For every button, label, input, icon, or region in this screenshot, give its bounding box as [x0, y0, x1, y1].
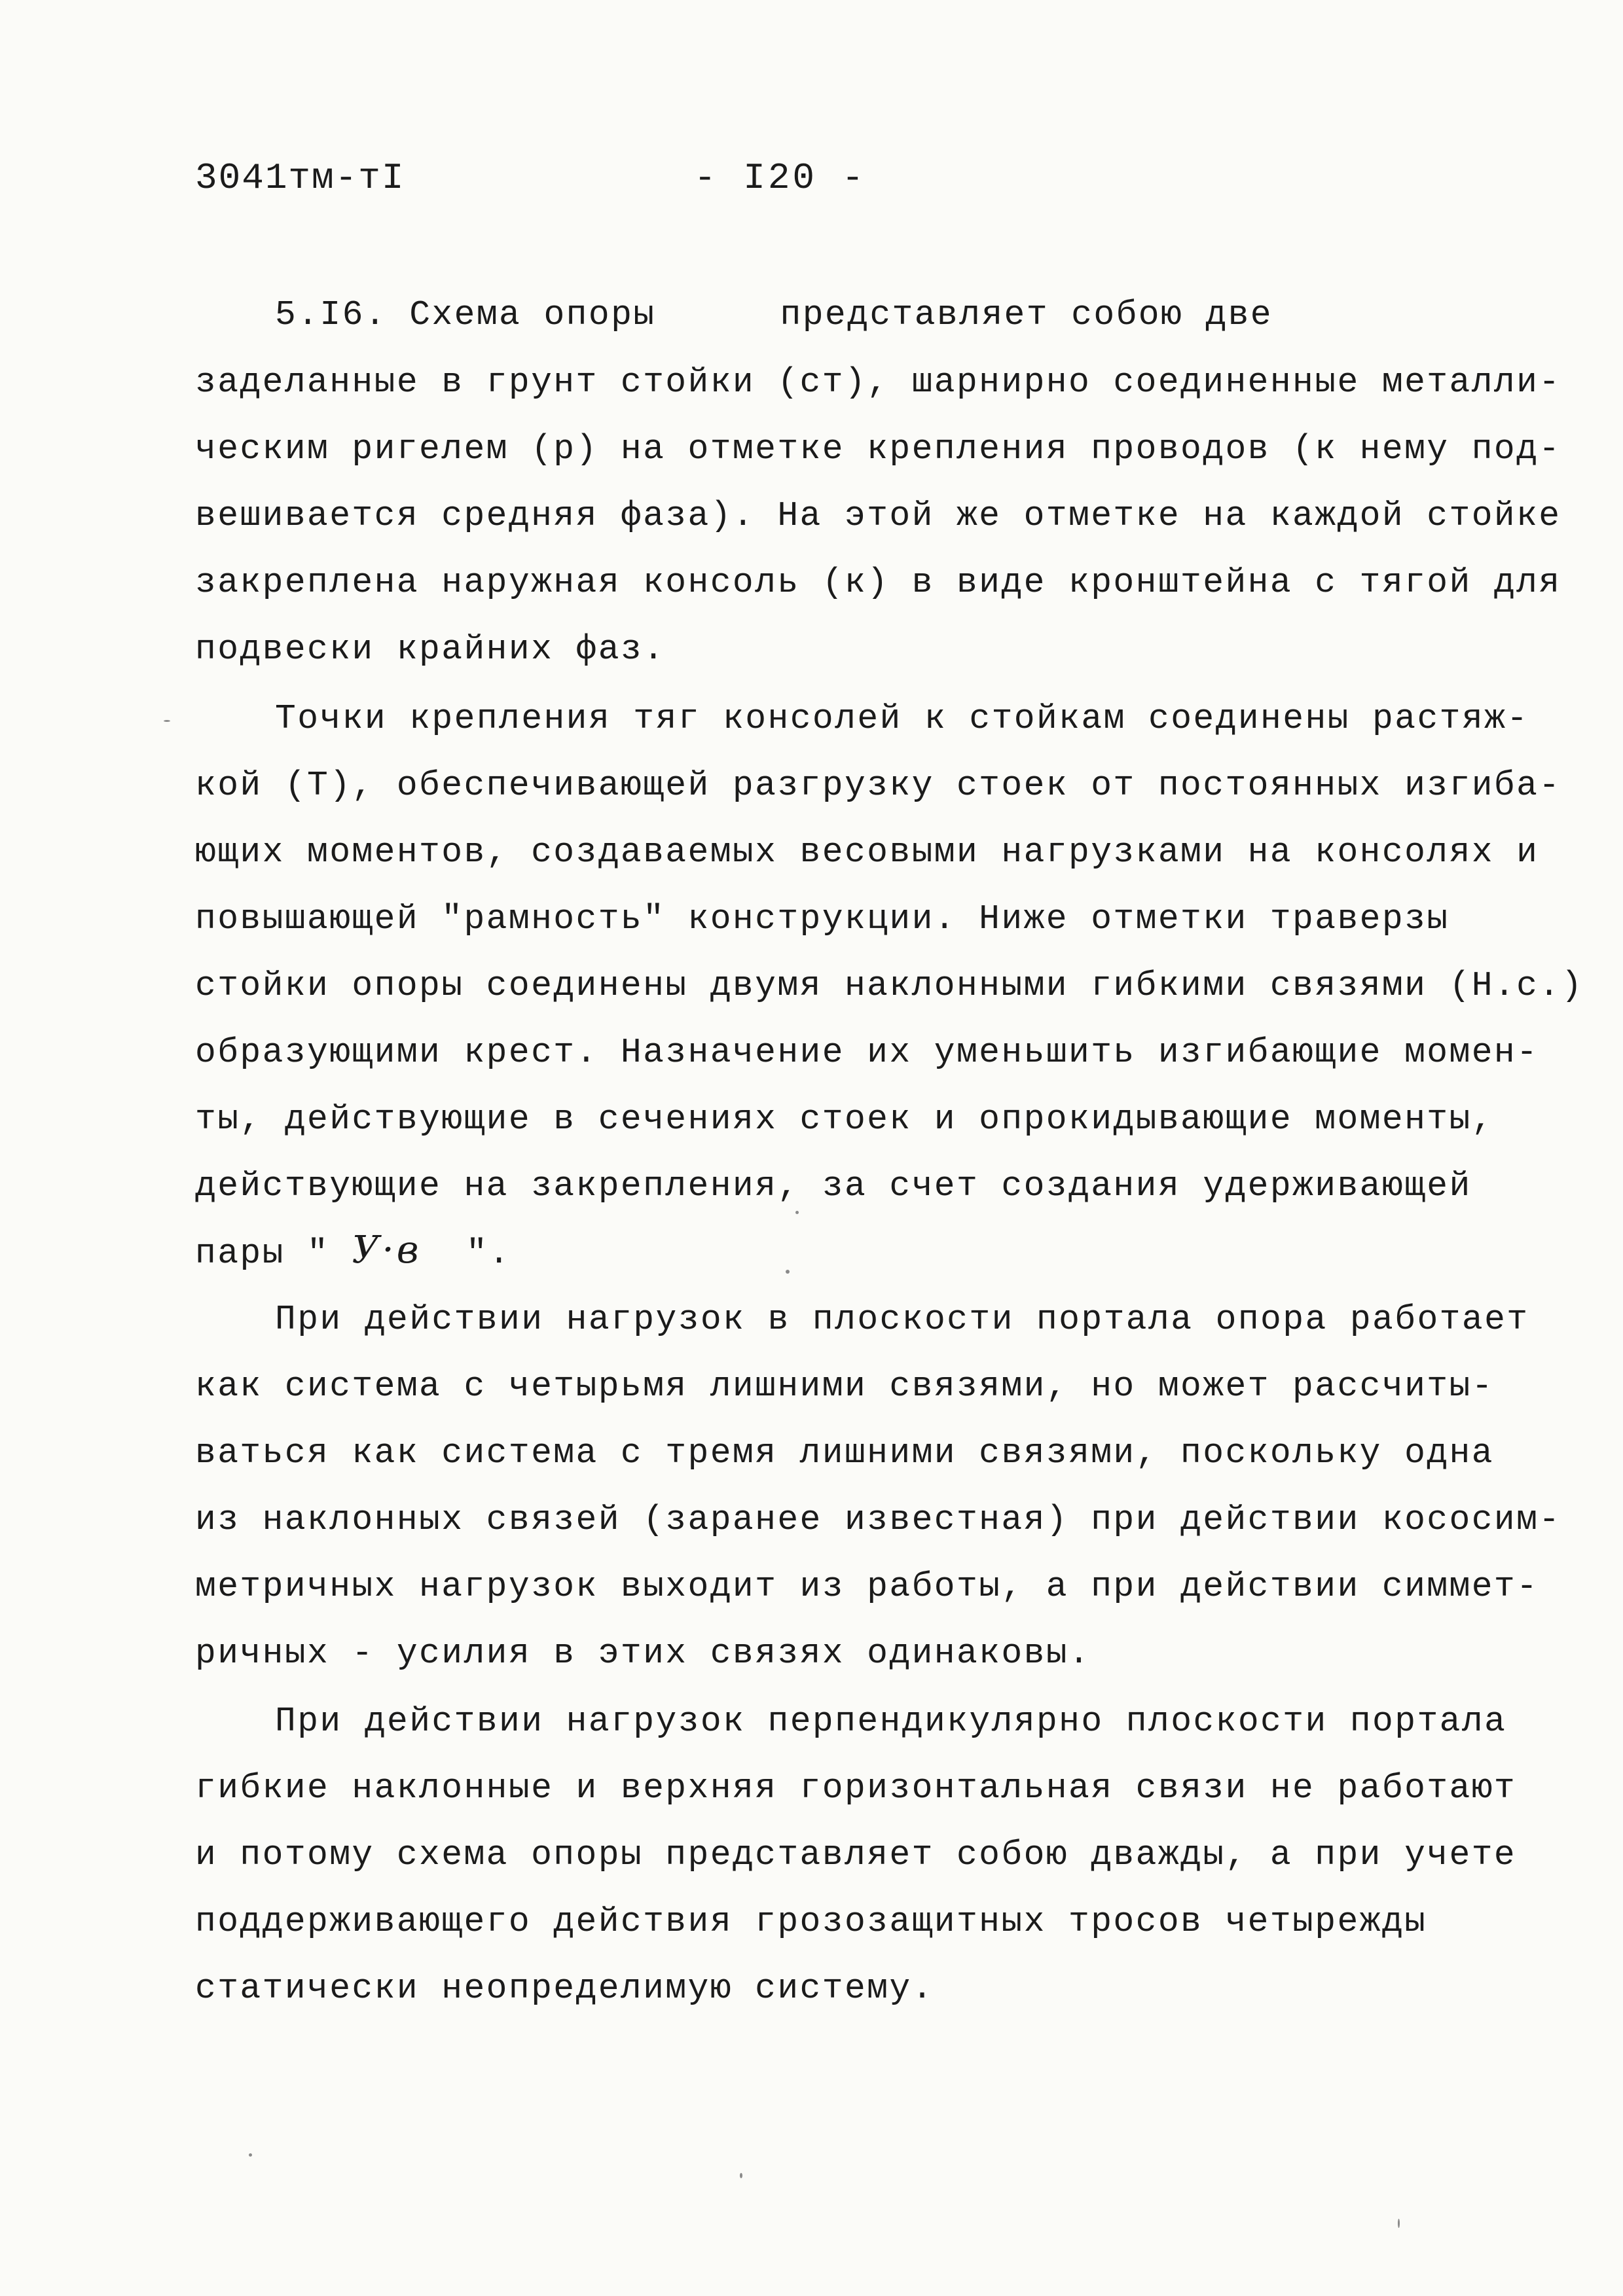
- paragraph-2-line-1: Точки крепления тяг консолей к стойкам соединены растяж-: [275, 699, 1529, 738]
- handwritten-symbol: У·в: [352, 1227, 422, 1272]
- paragraph-1-line-1-end: представляет собою две: [780, 295, 1273, 334]
- paragraph-3-line-6: ричных - усилия в этих связях одинаковы.: [195, 1634, 1091, 1673]
- paragraph-2-line-9-start: пары ": [195, 1234, 330, 1273]
- paragraph-1-line-4: вешивается средняя фаза). На этой же отметке на каждой стойке: [195, 496, 1561, 535]
- scan-speck: [164, 720, 170, 722]
- paragraph-4-line-2: гибкие наклонные и верхняя горизонтальная связи не работают: [195, 1768, 1517, 1808]
- paragraph-1-line-5: закреплена наружная консоль (к) в виде кронштейна с тягой для: [195, 563, 1561, 602]
- document-code: 3041тм-тI: [195, 157, 405, 199]
- paragraph-4-line-1: При действии нагрузок перпендикулярно плоскости портала: [275, 1702, 1507, 1741]
- paragraph-4-line-3: и потому схема опоры представляет собою дважды, а при учете: [195, 1835, 1517, 1874]
- paragraph-1-line-1: [275, 295, 1273, 334]
- paragraph-2-line-8: действующие на закрепления, за счет создания удерживающей: [195, 1166, 1472, 1206]
- paragraph-2-line-2: кой (Т), обеспечивающей разгрузку стоек от постоянных изгиба-: [195, 766, 1561, 805]
- paragraph-2-line-6: образующими крест. Назначение их уменьшить изгибающие момен-: [195, 1033, 1539, 1072]
- paragraph-2-line-5: стойки опоры соединены двумя наклонными гибкими связями (Н.с.): [195, 966, 1584, 1005]
- paragraph-2-line-9-end: ".: [465, 1234, 511, 1273]
- paragraph-1-line-2: заделанные в грунт стойки (ст), шарнирно соединенные металли-: [195, 363, 1561, 402]
- paragraph-3-line-5: метричных нагрузок выходит из работы, а при действии симмет-: [195, 1567, 1539, 1606]
- paragraph-4-line-4: поддерживающего действия грозозащитных тросов четырежды: [195, 1902, 1427, 1941]
- paragraph-2-line-4: повышающей "рамность" конструкции. Ниже отметки траверзы: [195, 899, 1450, 939]
- scan-speck: [1398, 2219, 1400, 2228]
- paragraph-1-line-6: подвески крайних фаз.: [195, 630, 666, 669]
- paragraph-2-line-9: [195, 1227, 511, 1273]
- paragraph-3-line-4: из наклонных связей (заранее известная) при действии кососим-: [195, 1500, 1561, 1539]
- paragraph-2-line-7: ты, действующие в сечениях стоек и опрокидывающие моменты,: [195, 1100, 1494, 1139]
- scan-speck: [786, 1270, 790, 1274]
- paragraph-1-line-1-start: 5.I6. Схема опоры: [275, 295, 656, 334]
- scan-speck: [740, 2173, 742, 2178]
- paragraph-4-line-5: статически неопределимую систему.: [195, 1969, 934, 2008]
- paragraph-1-line-3: ческим ригелем (р) на отметке крепления проводов (к нему под-: [195, 429, 1561, 469]
- scan-speck: [249, 2153, 252, 2157]
- page-number: - I20 -: [694, 157, 867, 199]
- paragraph-3-line-3: ваться как система с тремя лишними связями, поскольку одна: [195, 1433, 1494, 1473]
- scan-speck: [795, 1211, 799, 1214]
- paragraph-2-line-3: ющих моментов, создаваемых весовыми нагрузками на консолях и: [195, 833, 1539, 872]
- paragraph-3-line-2: как система с четырьмя лишними связями, но может рассчиты-: [195, 1367, 1494, 1406]
- paragraph-3-line-1: При действии нагрузок в плоскости портала опора работает: [275, 1300, 1529, 1339]
